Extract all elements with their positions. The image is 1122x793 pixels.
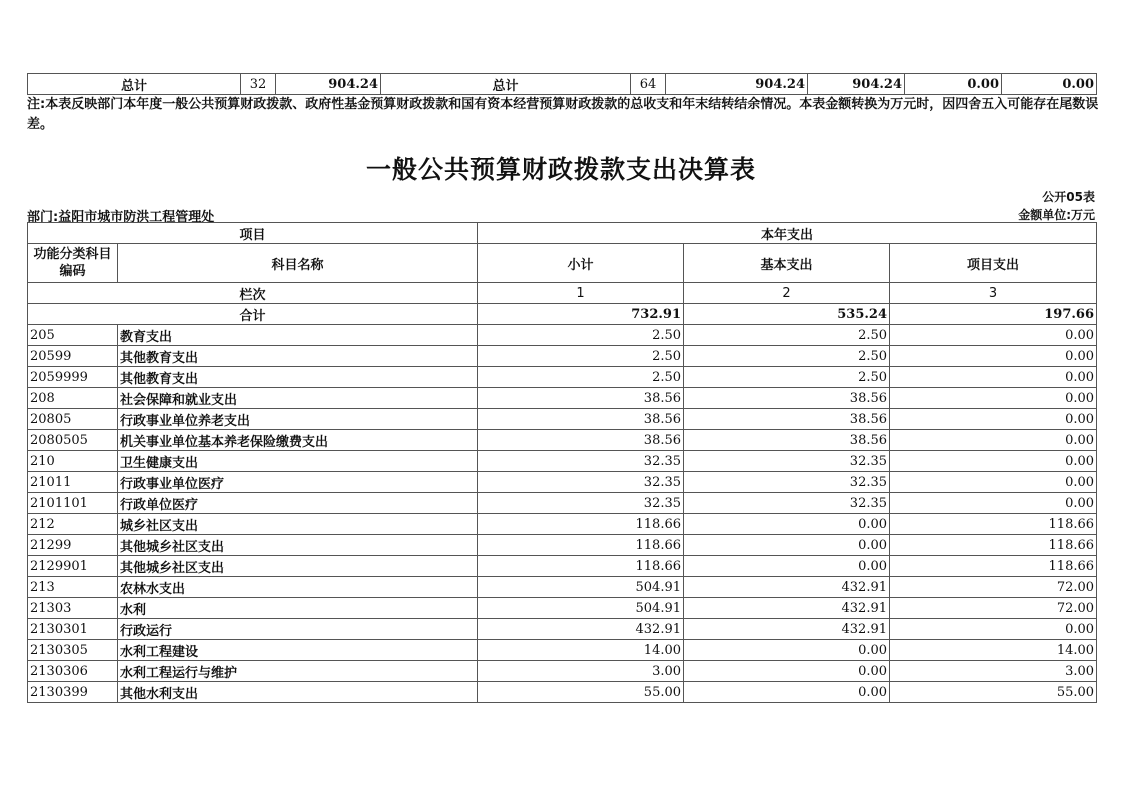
row-code: 20805	[28, 409, 118, 430]
table-row	[28, 346, 1097, 367]
header-project-exp: 项目支出	[890, 244, 1097, 283]
table-row	[28, 535, 1097, 556]
row-code: 21011	[28, 472, 118, 493]
row-code: 2080505	[28, 430, 118, 451]
table-row	[28, 493, 1097, 514]
row-basic: 0.00	[684, 514, 890, 535]
row-code: 21299	[28, 535, 118, 556]
row-project: 3.00	[890, 661, 1097, 682]
header-project: 项目	[28, 223, 478, 244]
total-amount-c: 0.00	[905, 74, 1002, 95]
row-project: 14.00	[890, 640, 1097, 661]
row-name: 其他城乡社区支出	[118, 535, 478, 556]
row-basic: 432.91	[684, 619, 890, 640]
header-subtotal: 小计	[478, 244, 684, 283]
table-row	[28, 367, 1097, 388]
row-basic: 32.35	[684, 472, 890, 493]
summary-total-row	[28, 74, 1097, 95]
table-row	[28, 556, 1097, 577]
row-name: 农林水支出	[118, 577, 478, 598]
summary-total-table	[27, 73, 1097, 95]
total-label-right: 总计	[381, 74, 631, 95]
table-row	[28, 451, 1097, 472]
row-basic: 0.00	[684, 535, 890, 556]
row-project: 72.00	[890, 577, 1097, 598]
header-row-index	[28, 283, 1097, 304]
row-project: 0.00	[890, 430, 1097, 451]
row-name: 水利	[118, 598, 478, 619]
row-basic: 2.50	[684, 346, 890, 367]
row-code: 21303	[28, 598, 118, 619]
row-code: 2130305	[28, 640, 118, 661]
row-basic: 38.56	[684, 430, 890, 451]
table-row	[28, 388, 1097, 409]
table-row	[28, 598, 1097, 619]
header-current-year: 本年支出	[478, 223, 1097, 244]
table-row	[28, 640, 1097, 661]
department-label: 部门:益阳市城市防洪工程管理处	[27, 210, 215, 225]
row-subtotal: 3.00	[478, 661, 684, 682]
row-subtotal: 55.00	[478, 682, 684, 703]
row-name: 其他水利支出	[118, 682, 478, 703]
row-name: 其他教育支出	[118, 346, 478, 367]
row-subtotal: 32.35	[478, 451, 684, 472]
row-basic: 0.00	[684, 682, 890, 703]
row-name: 行政事业单位养老支出	[118, 409, 478, 430]
total-row	[28, 304, 1097, 325]
total-amount-b: 904.24	[808, 74, 905, 95]
total-amount-left: 904.24	[276, 74, 381, 95]
table-row	[28, 472, 1097, 493]
row-name: 机关事业单位基本养老保险缴费支出	[118, 430, 478, 451]
total-amount-d: 0.00	[1002, 74, 1097, 95]
row-subtotal: 2.50	[478, 346, 684, 367]
row-code: 20599	[28, 346, 118, 367]
row-name: 行政单位医疗	[118, 493, 478, 514]
table-row	[28, 514, 1097, 535]
row-project: 55.00	[890, 682, 1097, 703]
row-project: 0.00	[890, 388, 1097, 409]
row-name: 社会保障和就业支出	[118, 388, 478, 409]
row-name: 行政事业单位医疗	[118, 472, 478, 493]
row-basic: 38.56	[684, 388, 890, 409]
row-subtotal: 432.91	[478, 619, 684, 640]
row-project: 0.00	[890, 367, 1097, 388]
row-project: 118.66	[890, 514, 1097, 535]
row-code: 212	[28, 514, 118, 535]
row-basic: 0.00	[684, 640, 890, 661]
row-subtotal: 504.91	[478, 577, 684, 598]
row-subtotal: 504.91	[478, 598, 684, 619]
table-row	[28, 577, 1097, 598]
row-name: 卫生健康支出	[118, 451, 478, 472]
expenditure-table	[27, 222, 1097, 703]
total-count-left: 32	[241, 74, 276, 95]
row-code: 205	[28, 325, 118, 346]
header-code-col: 功能分类科目编码	[28, 244, 118, 283]
row-code: 2059999	[28, 367, 118, 388]
row-project: 0.00	[890, 619, 1097, 640]
row-subtotal: 14.00	[478, 640, 684, 661]
table-row	[28, 409, 1097, 430]
row-project: 118.66	[890, 556, 1097, 577]
total-project: 197.66	[890, 304, 1097, 325]
row-code: 2129901	[28, 556, 118, 577]
row-basic: 2.50	[684, 325, 890, 346]
row-code: 2130301	[28, 619, 118, 640]
row-code: 208	[28, 388, 118, 409]
row-code: 2130399	[28, 682, 118, 703]
row-basic: 0.00	[684, 661, 890, 682]
row-code: 210	[28, 451, 118, 472]
row-project: 118.66	[890, 535, 1097, 556]
row-project: 0.00	[890, 451, 1097, 472]
row-basic: 0.00	[684, 556, 890, 577]
row-project: 0.00	[890, 493, 1097, 514]
row-name: 水利工程建设	[118, 640, 478, 661]
row-basic: 2.50	[684, 367, 890, 388]
header-row-1	[28, 223, 1097, 244]
row-name: 水利工程运行与维护	[118, 661, 478, 682]
row-basic: 32.35	[684, 451, 890, 472]
table-row	[28, 619, 1097, 640]
row-subtotal: 38.56	[478, 430, 684, 451]
row-basic: 432.91	[684, 577, 890, 598]
row-project: 0.00	[890, 472, 1097, 493]
table-note: 注:本表反映部门本年度一般公共预算财政拨款、政府性基金预算财政拨款和国有资本经营预算财政拨款的总收支和年末结转结余情况。本表金额转换为万元时，因四舍五入可能存在尾数误差。	[27, 97, 1099, 132]
col-index-2: 2	[684, 283, 890, 304]
row-code: 2101101	[28, 493, 118, 514]
row-project: 0.00	[890, 346, 1097, 367]
row-basic: 32.35	[684, 493, 890, 514]
total-basic: 535.24	[684, 304, 890, 325]
col-index-1: 1	[478, 283, 684, 304]
row-subtotal: 38.56	[478, 388, 684, 409]
page-title: 一般公共预算财政拨款支出决算表	[365, 155, 756, 184]
row-subtotal: 32.35	[478, 493, 684, 514]
row-subtotal: 2.50	[478, 325, 684, 346]
total-subtotal: 732.91	[478, 304, 684, 325]
row-subtotal: 118.66	[478, 535, 684, 556]
table-row	[28, 430, 1097, 451]
amount-unit-label: 金额单位:万元	[1018, 208, 1095, 222]
row-code: 213	[28, 577, 118, 598]
total-count-right: 64	[631, 74, 666, 95]
row-subtotal: 2.50	[478, 367, 684, 388]
table-row	[28, 325, 1097, 346]
row-name: 其他城乡社区支出	[118, 556, 478, 577]
row-subtotal: 32.35	[478, 472, 684, 493]
row-basic: 432.91	[684, 598, 890, 619]
table-row	[28, 682, 1097, 703]
table-row	[28, 661, 1097, 682]
row-subtotal: 118.66	[478, 514, 684, 535]
row-name: 其他教育支出	[118, 367, 478, 388]
form-code: 公开05表	[1042, 190, 1095, 204]
row-name: 教育支出	[118, 325, 478, 346]
header-basic: 基本支出	[684, 244, 890, 283]
header-row-2	[28, 244, 1097, 283]
row-name: 行政运行	[118, 619, 478, 640]
row-index-label: 栏次	[28, 283, 478, 304]
total-label: 合计	[28, 304, 478, 325]
row-basic: 38.56	[684, 409, 890, 430]
row-project: 72.00	[890, 598, 1097, 619]
total-amount-a: 904.24	[666, 74, 808, 95]
row-subtotal: 38.56	[478, 409, 684, 430]
row-code: 2130306	[28, 661, 118, 682]
header-name-col: 科目名称	[118, 244, 478, 283]
col-index-3: 3	[890, 283, 1097, 304]
row-subtotal: 118.66	[478, 556, 684, 577]
row-name: 城乡社区支出	[118, 514, 478, 535]
total-label-left: 总计	[28, 74, 241, 95]
row-project: 0.00	[890, 325, 1097, 346]
row-project: 0.00	[890, 409, 1097, 430]
